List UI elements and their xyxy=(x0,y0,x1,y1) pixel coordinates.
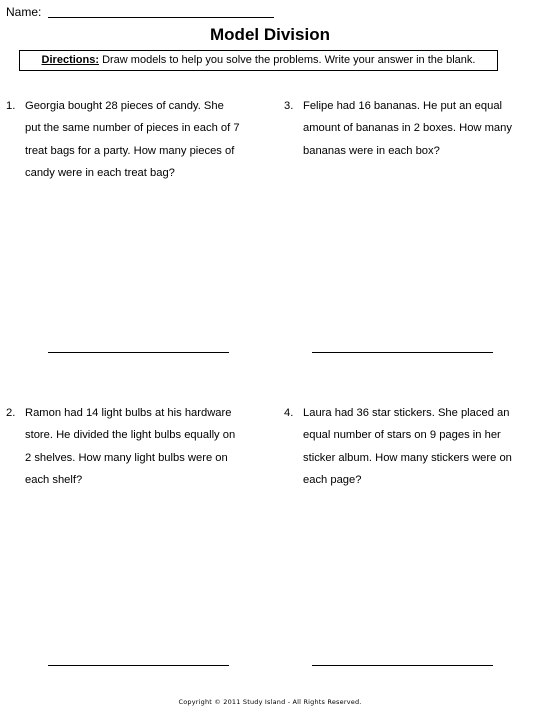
problem-text-line: each page? xyxy=(303,474,362,487)
problem-text-line: store. He divided the light bulbs equally on xyxy=(25,429,236,442)
problem-text-line: bananas were in each box? xyxy=(303,144,440,157)
problem-number: 3. xyxy=(284,100,294,112)
problem-text-line: amount of bananas in 2 boxes. How many xyxy=(303,122,512,135)
problem-text-line: treat bags for a party. How many pieces of xyxy=(25,144,235,157)
page-title: Model Division xyxy=(210,25,330,44)
directions-box xyxy=(19,50,498,71)
problem-text-line: put the same number of pieces in each of 7 xyxy=(25,122,240,135)
answer-blank-3[interactable] xyxy=(312,352,493,353)
directions-label: Directions: xyxy=(41,54,100,66)
problem-text-line: equal number of stars on 9 pages in her xyxy=(303,429,501,442)
directions-text: Draw models to help you solve the problems. Write your answer in the blank. xyxy=(99,54,476,66)
problem-number: 4. xyxy=(284,407,294,419)
problem-text xyxy=(25,402,235,492)
answer-blank-4[interactable] xyxy=(312,665,493,666)
problem-text-line: Felipe had 16 bananas. He put an equal xyxy=(303,100,503,112)
problem-text-line: Georgia bought 28 pieces of candy. She xyxy=(25,100,224,112)
problem-number: 1. xyxy=(6,100,16,112)
copyright-footer: Copyright © 2011 Study Island - All Rights Reserved. xyxy=(178,698,362,706)
problem-text xyxy=(25,95,240,185)
problem-text-line: sticker album. How many stickers were on xyxy=(303,451,512,464)
name-blank-line[interactable] xyxy=(48,17,274,18)
problem-number: 2. xyxy=(6,407,16,419)
problem-text xyxy=(303,402,512,492)
answer-blank-1[interactable] xyxy=(48,352,229,353)
problem-text-line: Ramon had 14 light bulbs at his hardware xyxy=(25,407,232,419)
problem-text-line: Laura had 36 star stickers. She placed an xyxy=(303,407,510,419)
problem-text xyxy=(303,95,512,162)
name-label: Name: xyxy=(6,5,42,19)
problem-text-line: 2 shelves. How many light bulbs were on xyxy=(25,451,228,464)
problem-text-line: each shelf? xyxy=(25,474,83,487)
answer-blank-2[interactable] xyxy=(48,665,229,666)
problem-text-line: candy were in each treat bag? xyxy=(25,167,175,180)
